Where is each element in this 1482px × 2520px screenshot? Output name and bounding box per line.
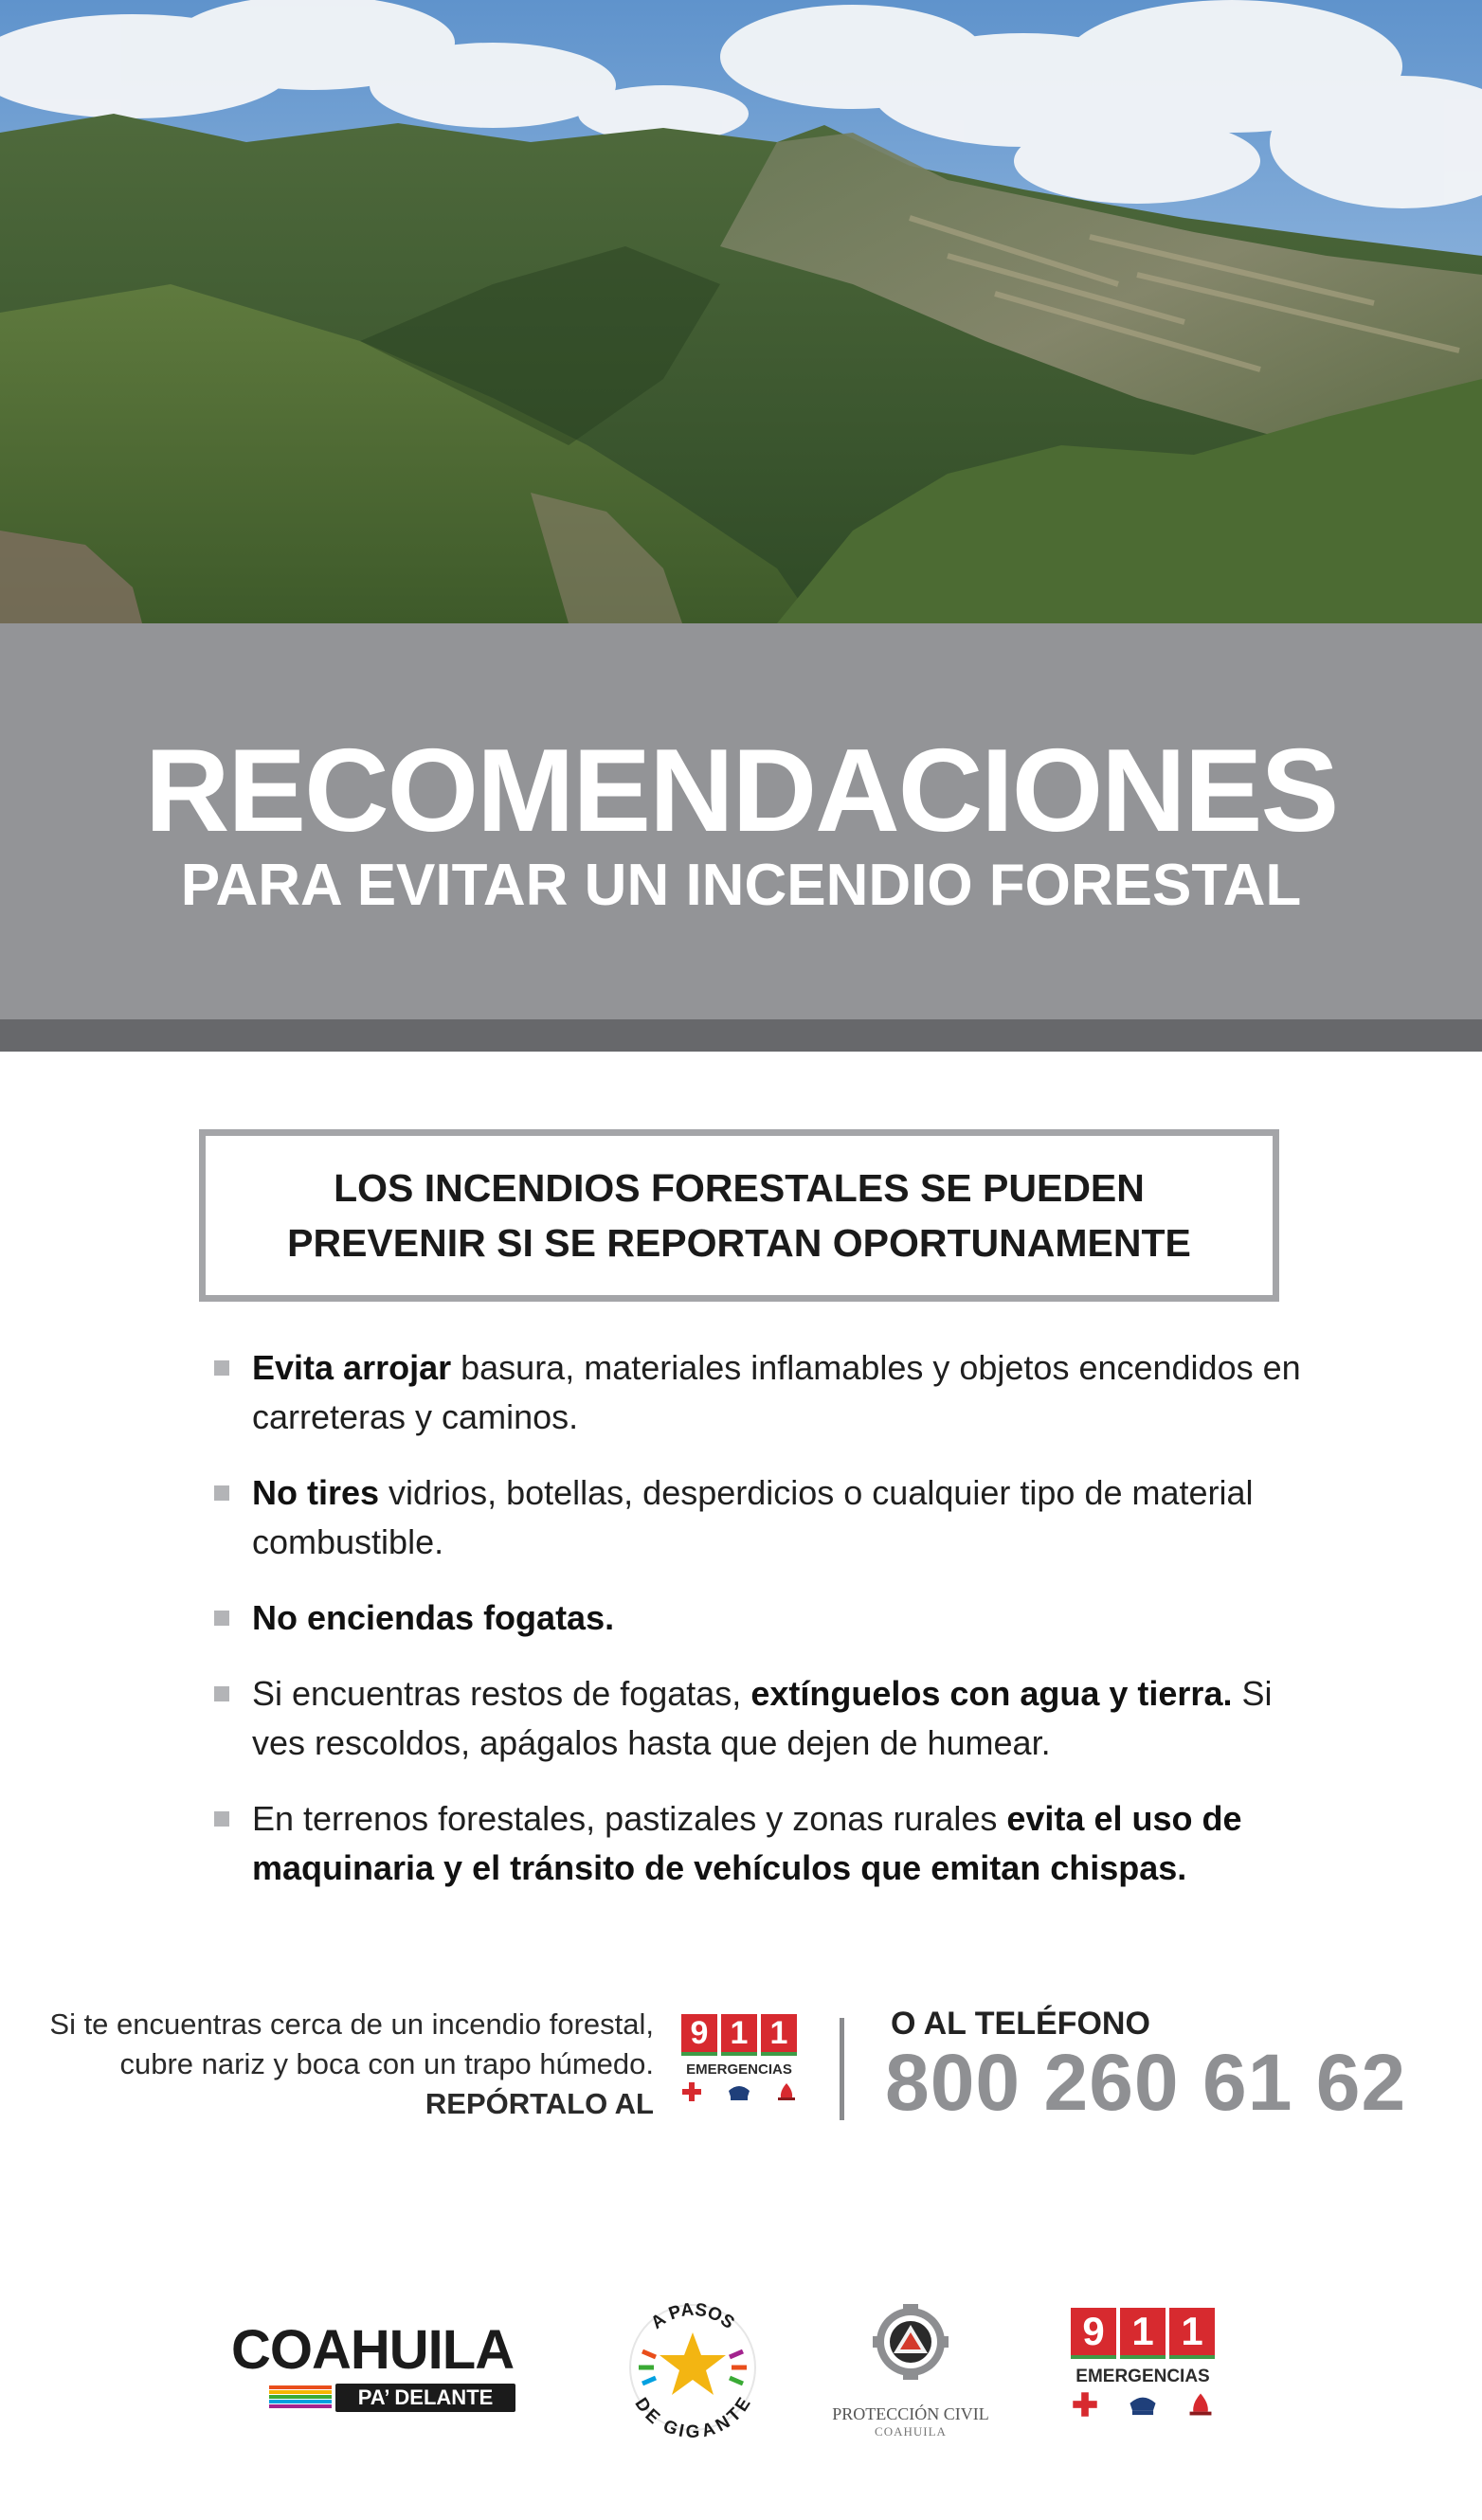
list-item (214, 1794, 1313, 1893)
red-cross-icon (1072, 2391, 1098, 2418)
notice-line-2: PREVENIR SI SE REPORTAN OPORTUNAMENTE (287, 1221, 1191, 1265)
list-item (214, 1343, 1313, 1442)
digit: 9 (1071, 2308, 1116, 2359)
svg-text:DE GIGANTE (630, 2394, 754, 2439)
emergency-911-logo (678, 2014, 800, 2102)
coahuila-wordmark: COAHUILA (231, 2319, 515, 2381)
pasos-bottom-text: DE GIGANTE (630, 2394, 755, 2439)
banner-strip (0, 1019, 1482, 1052)
tip-pre: Si encuentras restos de fogatas, (252, 1674, 751, 1713)
phone-label: O AL TELÉFONO (891, 2006, 1150, 2042)
report-text: Si te encuentras cerca de un incendio forestal, cubre nariz y boca con un trapo húmedo. (49, 2007, 654, 2080)
fire-hat-icon (1187, 2391, 1214, 2418)
tips-list (214, 1343, 1313, 1893)
emergency-icons (1072, 2391, 1214, 2418)
colored-stripes-icon (269, 2385, 332, 2410)
coahuila-tagline: PA’ DELANTE (335, 2384, 515, 2412)
square-bullet-icon (214, 1811, 229, 1827)
phone-number: 800 260 61 62 (885, 2038, 1407, 2127)
report-bold: REPÓRTALO AL (425, 2087, 654, 2120)
vertical-divider (840, 2018, 844, 2120)
tip-text: basura, materiales inflamables y objetos encendidos en carreteras y caminos. (252, 1348, 1301, 1436)
red-cross-icon (681, 2081, 702, 2102)
tip-bold: Evita arrojar (252, 1348, 452, 1387)
pasos-top-text: A PASOS (647, 2299, 738, 2333)
digit: 1 (1120, 2308, 1166, 2359)
emergency-label: EMERGENCIAS (1075, 2367, 1210, 2386)
tip-pre: En terrenos forestales, pastizales y zonas rurales (252, 1799, 1007, 1838)
tip-bold: No enciendas fogatas. (252, 1598, 615, 1637)
a-pasos-de-gigante-logo (622, 2296, 764, 2439)
list-item (214, 1468, 1313, 1567)
mountain-photo (0, 0, 1482, 623)
digit: 9 (681, 2014, 717, 2056)
square-bullet-icon (214, 1611, 229, 1626)
page-title: RECOMENDACIONES (144, 726, 1338, 856)
tip-bold: extínguelos con agua y tierra. (750, 1674, 1233, 1713)
notice-box (199, 1129, 1279, 1302)
digit: 1 (721, 2014, 757, 2056)
digit: 1 (1169, 2308, 1215, 2359)
tip-bold: No tires (252, 1473, 380, 1512)
report-instructions (28, 2005, 654, 2124)
tip-bold: evita el uso de maquinaria y el tránsito de vehículos que emitan chispas. (252, 1799, 1242, 1887)
fire-hat-icon (776, 2081, 797, 2102)
square-bullet-icon (214, 1485, 229, 1501)
police-cap-icon (727, 2081, 751, 2102)
police-cap-icon (1128, 2391, 1158, 2418)
star-icon (660, 2332, 726, 2395)
notice-line-1: LOS INCENDIOS FORESTALES SE PUEDEN (334, 1166, 1145, 1210)
pc-name: PROTECCIÓN CIVIL (832, 2404, 989, 2423)
emergency-label: EMERGENCIAS (686, 2061, 792, 2078)
svg-text:A PASOS (647, 2300, 737, 2333)
square-bullet-icon (214, 1686, 229, 1701)
digit: 1 (761, 2014, 797, 2056)
emergency-911-logo-footer (1067, 2308, 1219, 2418)
square-bullet-icon (214, 1360, 229, 1376)
logo-digits (1071, 2308, 1215, 2359)
tip-text: Si ves rescoldos, apágalos hasta que dejen de humear. (252, 1674, 1273, 1762)
page-subtitle: PARA EVITAR UN INCENDIO FORESTAL (180, 853, 1302, 918)
coahuila-logo (231, 2317, 544, 2421)
logo-digits (681, 2014, 797, 2056)
list-item (214, 1593, 1313, 1643)
emergency-icons (681, 2081, 797, 2102)
civil-protection-emblem-icon (873, 2302, 949, 2397)
tip-text: vidrios, botellas, desperdicios o cualquier tipo de material combustible. (252, 1473, 1254, 1561)
proteccion-civil-logo (832, 2302, 989, 2444)
list-item (214, 1669, 1313, 1768)
pc-state: COAHUILA (875, 2424, 947, 2439)
